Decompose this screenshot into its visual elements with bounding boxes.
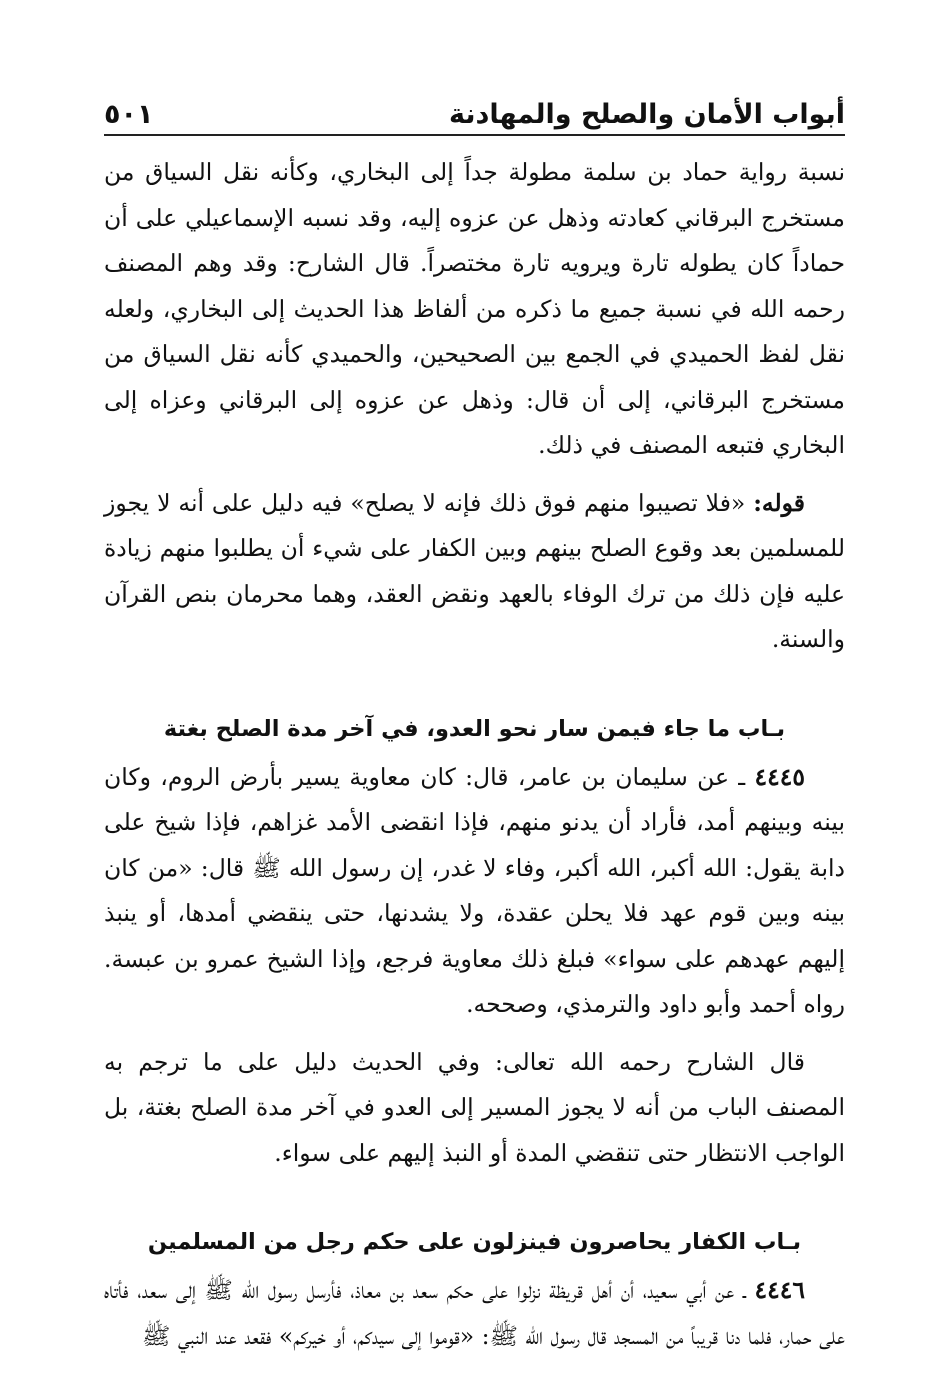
hadith-number: ٤٤٤٦ (754, 1276, 805, 1304)
running-title: أبواب الأمان والصلح والمهادنة (448, 99, 845, 130)
page-number: ٥٠١ (104, 99, 154, 130)
paragraph-text: نسبة رواية حماد بن سلمة مطولة جداً إلى البخاري، وكأنه نقل السياق من مستخرج البرقاني كعادته وذهل عن عزوه إليه، وقد نسبه الإسماعيلي على أن حماداً كان يطوله تارة ويرويه تارة مختصراً. قال الشارح: وقد وهم المصنف رحمه الله في نسبة جميع ما ذكره من ألفاظ هذا الحديث إلى البخاري، ولعله نقل لفظ الحميدي في الجمع بين الصحيحين، والحميدي كأنه نقل السياق من مستخرج البرقاني، إلى أن قال: وذهل عن عزوه إلى البرقاني وعزاه إلى البخاري فتبعه المصنف في ذلك. (104, 158, 845, 459)
running-header (104, 84, 845, 136)
hadith-text: ـ عن أبي سعيد، أن أهل قريظة نزلوا على حكم سعد بن معاذ، فأرسل رسول الله ﷺ إلى سعد، فأتاه على حمار، فلما دنا قريباً من المسجد قال رسول الله ﷺ: «قوموا إلى سيدكم، أو خيركم» فقعد عند النبي ﷺ (104, 1276, 845, 1350)
hadith-4446 (104, 1268, 845, 1359)
spacer (104, 469, 845, 481)
spacer (104, 1176, 845, 1220)
body-text (104, 150, 845, 1359)
chapter-heading: بـاب الكفار يحاصرون فينزلون على حكم رجل من المسلمين (147, 1229, 802, 1255)
paragraph-commentary-continuation (104, 150, 845, 469)
paragraph-text: قال الشارح رحمه الله تعالى: وفي الحديث دليل على ما ترجم به المصنف الباب من أنه لا يجوز المسير إلى العدو في آخر مدة الصلح بغتة، بل الواجب الانتظار حتى تنقضي المدة أو النبذ إليهم على سواء. (104, 1047, 845, 1167)
hadith-text: ـ عن سليمان بن عامر، قال: كان معاوية يسير بأرض الروم، وكان بينه وبينهم أمد، فأراد أن يدنو منهم، فإذا انقضى الأمد غزاهم، فإذا شيخ على دابة يقول: الله أكبر، الله أكبر، وفاء لا غدر، إن رسول الله ﷺ قال: «من كان بينه وبين قوم عهد فلا يحلن عقدة، ولا يشدنها، حتى ينقضي أمدها، أو ينبذ إليهم عهدهم على سواء» فبلغ ذلك معاوية فرجع، وإذا الشيخ عمرو بن عبسة. رواه أحمد وأبو داود والترمذي، وصححه. (104, 762, 845, 1018)
spacer (104, 1028, 845, 1040)
chapter-heading: بـاب ما جاء فيمن سار نحو العدو، في آخر مدة الصلح بغتة (163, 715, 786, 742)
spacer (104, 663, 845, 707)
paragraph-qawluhu (104, 481, 845, 663)
paragraph-sharih (104, 1040, 845, 1177)
paragraph-lead: قوله: (753, 488, 805, 517)
hadith-number: ٤٤٤٥ (754, 762, 805, 791)
paragraph-text: «فلا تصيبوا منهم فوق ذلك فإنه لا يصلح» فيه دليل على أنه لا يجوز للمسلمين بعد وقوع الصلح بينهم وبين الكفار على شيء أن يطلبوا منهم زيادة عليه فإن ذلك من ترك الوفاء بالعهد ونقض العقد، وهما محرمان بنص القرآن والسنة. (104, 488, 845, 653)
hadith-4445 (104, 755, 845, 1028)
